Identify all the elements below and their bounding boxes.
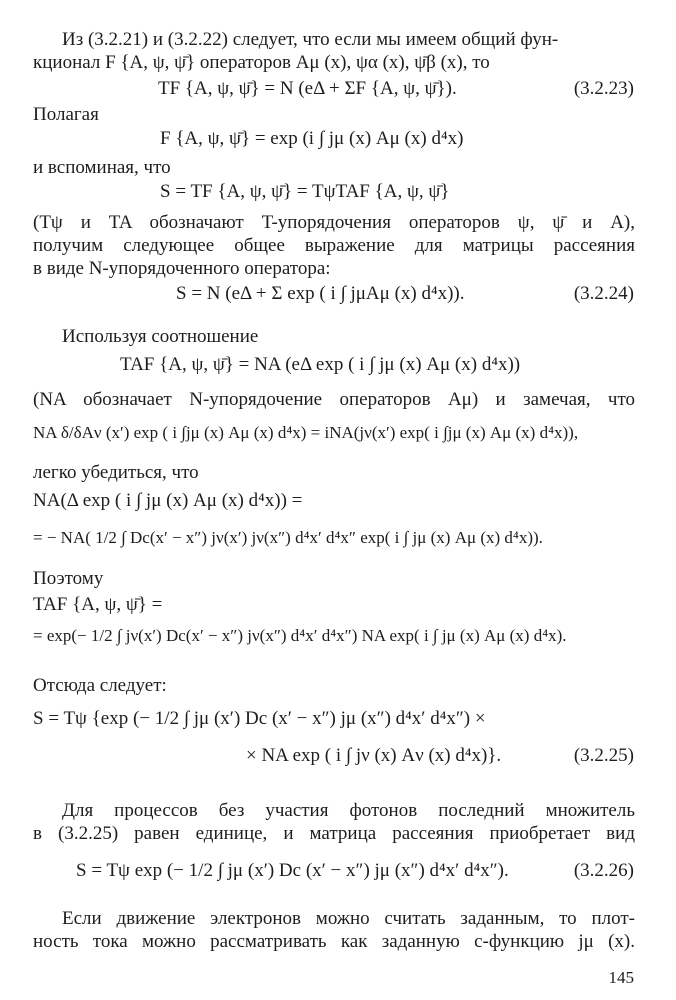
equation-body: × NA exp ( i ∫ jν (x) Aν (x) d⁴x)}.: [246, 745, 502, 766]
equation-3-2-25-line-1: [0, 708, 676, 738]
equation-TAF-expanded: [0, 594, 676, 624]
equation-body: NA(Δ exp ( i ∫ jμ (x) Aμ (x) d⁴x)) =: [33, 490, 303, 511]
equation-F-definition: [0, 128, 676, 158]
equation-body: NA δ/δAν (x′) exp ( i ∫jμ (x) Aμ (x) d⁴x) = iNA(jν(x′) exp( i ∫jμ (x) Aμ (x) d⁴x)),: [33, 423, 579, 442]
equation-body: = − NA( 1/2 ∫ Dc(x′ − x″) jν(x′) jν(x″) d⁴x′ d⁴x″ exp( i ∫ jμ (x) Aμ (x) d⁴x)).: [33, 528, 543, 547]
text-line-legko: легко убедиться, что: [33, 462, 199, 483]
page-number: 145: [608, 968, 634, 987]
equation-body: S = Tψ {exp (− 1/2 ∫ jμ (x′) Dc (x′ − x″) jμ (x″) d⁴x′ d⁴x″) ×: [33, 708, 486, 729]
equation-NA-derivative: [0, 423, 676, 453]
equation-number: (3.2.26): [573, 860, 634, 881]
equation-TAF: [0, 354, 676, 384]
equation-NA-delta: [0, 490, 676, 520]
equation-number: (3.2.25): [573, 745, 634, 766]
equation-NA-delta-continued: [0, 528, 676, 558]
equation-body: = exp(− 1/2 ∫ jν(x′) Dc(x′ − x″) jν(x″) d⁴x′ d⁴x″) NA exp( i ∫ jμ (x) Aμ (x) d⁴x).: [33, 626, 567, 645]
text-line-26: Если движение электронов можно считать заданным, то плот-: [62, 908, 635, 929]
text-line-8: получим следующее общее выражение для матрицы рассеяния: [33, 235, 635, 256]
text-line-ispolzuya: Используя соотношение: [62, 326, 259, 347]
text-line-vspominaya: и вспоминая, что: [33, 157, 171, 178]
equation-body: S = TF {A, ψ, ψ̄} = TψTAF {A, ψ, ψ̄}: [160, 181, 450, 202]
text-line-otsyuda: Отсюда следует:: [33, 675, 167, 696]
equation-body: S = N (eΔ + Σ exp ( i ∫ jμAμ (x) d⁴x)).: [176, 283, 465, 304]
text-line-poetomu: Поэтому: [33, 568, 104, 589]
equation-S-TF: [0, 181, 676, 211]
text-line-7: (Tψ и TA обозначают T-упорядочения операторов ψ, ψ̄ и A),: [33, 212, 635, 233]
text-line-polagaya: Полагая: [33, 104, 99, 125]
equation-body: TAF {A, ψ, ψ̄} =: [33, 594, 163, 615]
equation-body: F {A, ψ, ψ̄} = exp (i ∫ jμ (x) Aμ (x) d⁴x): [160, 128, 464, 149]
equation-body: S = Tψ exp (− 1/2 ∫ jμ (x′) Dc (x′ − x″) jμ (x″) d⁴x′ d⁴x″).: [76, 860, 509, 881]
text-line-12: (NA обозначает N-упорядочение операторов Aμ) и замечая, что: [33, 389, 635, 410]
equation-number: (3.2.24): [573, 283, 634, 304]
equation-TAF-expanded-continued: [0, 626, 676, 656]
equation-3-2-23: [0, 78, 676, 108]
equation-3-2-25-line-2: [0, 745, 676, 775]
text-line-2: кционал F {A, ψ, ψ̄} операторов Aμ (x), ψα (x), ψ̄β (x), то: [33, 52, 490, 73]
text-line-1: Из (3.2.21) и (3.2.22) следует, что если мы имеем общий фун-: [62, 29, 559, 50]
text-line-24: в (3.2.25) равен единице, и матрица рассеяния приобретает вид: [33, 823, 635, 844]
equation-number: (3.2.23): [573, 78, 634, 99]
text-line-23: Для процессов без участия фотонов последний множитель: [62, 800, 635, 821]
equation-3-2-24: [0, 283, 676, 313]
equation-body: TF {A, ψ, ψ̄} = N (eΔ + ΣF {A, ψ, ψ̄}).: [158, 78, 457, 99]
equation-body: TAF {A, ψ, ψ̄} = NA (eΔ exp ( i ∫ jμ (x) Aμ (x) d⁴x)): [120, 354, 521, 375]
text-line-27: ность тока можно рассматривать как заданную c-функцию jμ (x).: [33, 931, 635, 952]
text-line-9: в виде N-упорядоченного оператора:: [33, 258, 331, 279]
equation-3-2-26: [0, 860, 676, 890]
